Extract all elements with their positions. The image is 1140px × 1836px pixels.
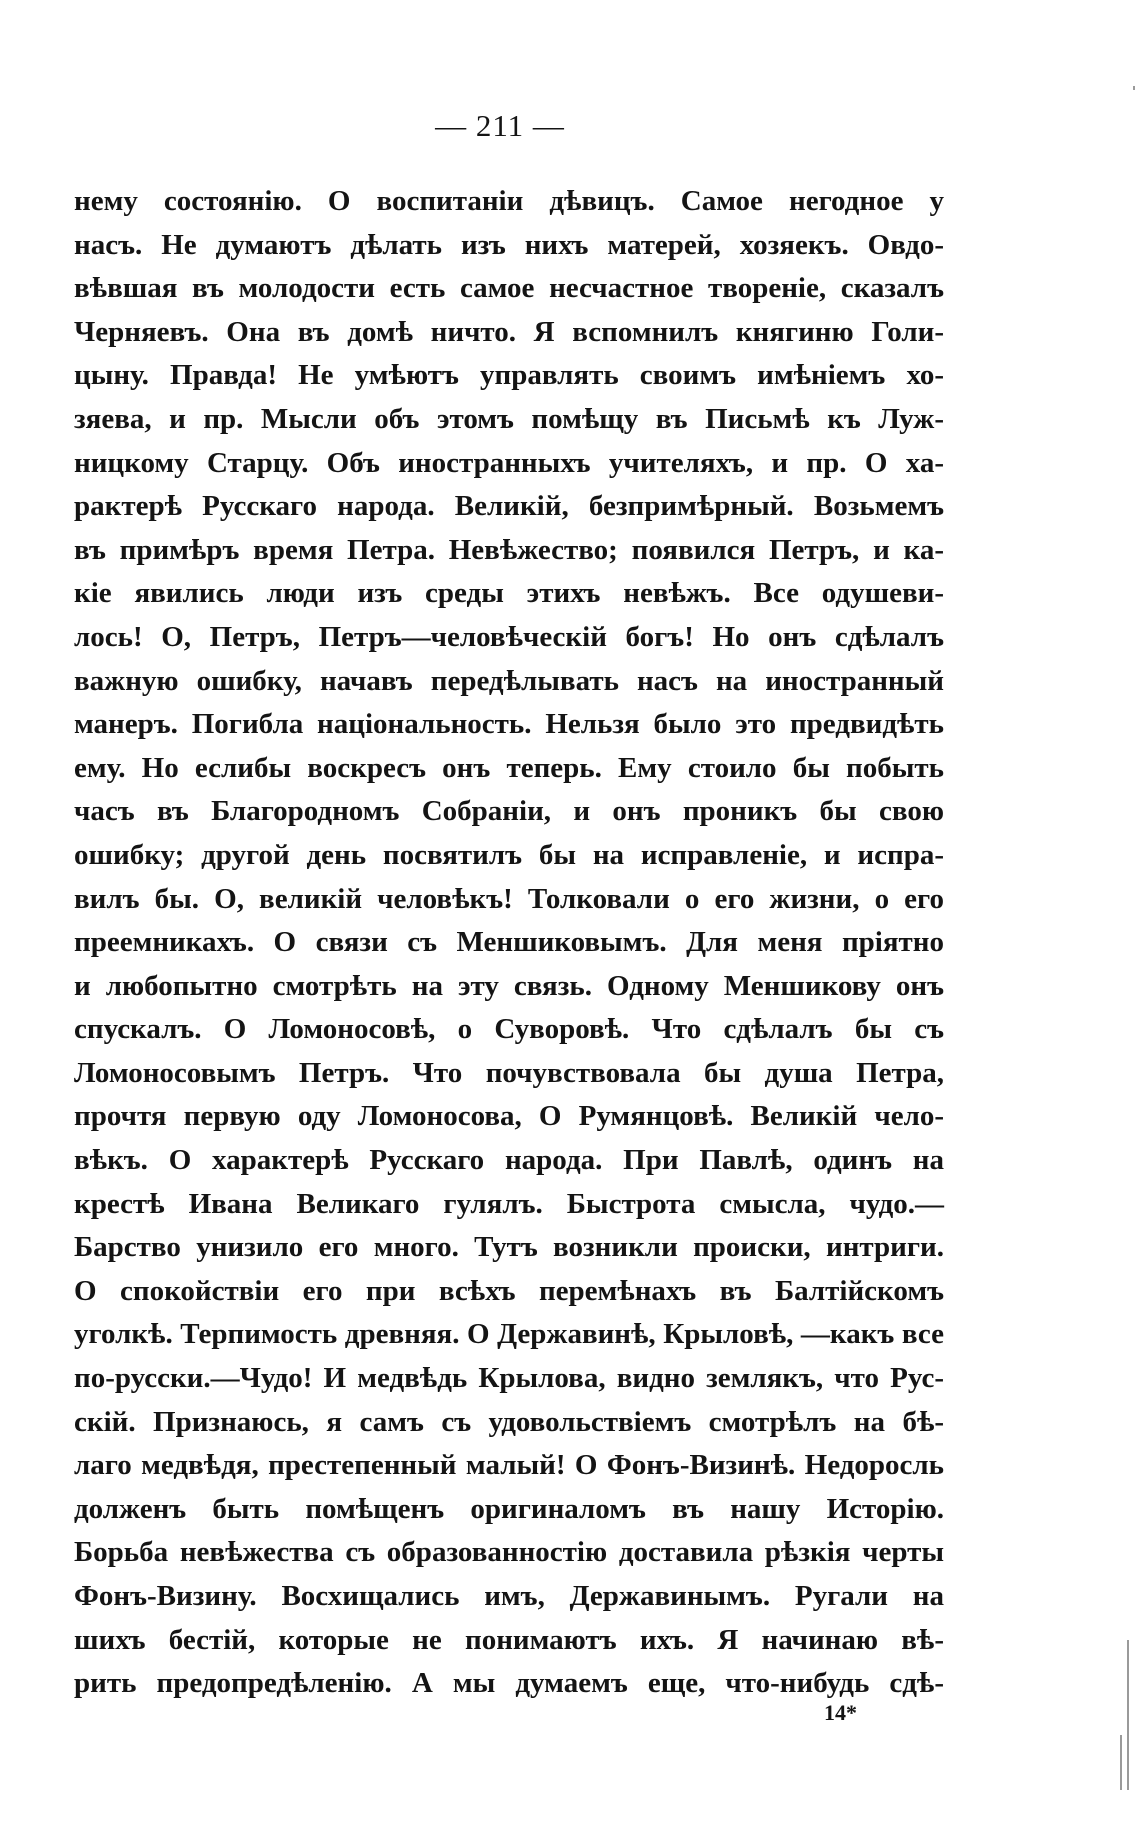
text-line: рить предопредѣленію. А мы думаемъ еще, что-нибудь сдѣ-	[74, 1667, 944, 1700]
text-line: по-русски.—Чудо! И медвѣдь Крылова, видно землякъ, что Рус-	[74, 1362, 944, 1395]
text-line: вѣвшая въ молодости есть самое несчастное твореніе, сказалъ	[74, 272, 944, 305]
text-line: долженъ быть помѣщенъ оригиналомъ въ нашу Исторію.	[74, 1492, 944, 1525]
text-line: преемникахъ. О связи съ Меншиковымъ. Для меня пріятно	[74, 926, 944, 959]
text-line: шихъ бестій, которые не понимаютъ ихъ. Я начинаю вѣ-	[74, 1623, 944, 1656]
text-line: часъ въ Благородномъ Собраніи, и онъ проникъ бы свою	[74, 795, 944, 828]
text-line: цыну. Правда! Не умѣютъ управлять своимъ имѣніемъ хо-	[74, 359, 944, 392]
text-line: Ломоносовымъ Петръ. Что почувствовала бы душа Петра,	[74, 1056, 944, 1089]
page-number: — 211 —	[435, 108, 565, 143]
text-line: ему. Но еслибы воскресъ онъ теперь. Ему стоило бы побыть	[74, 751, 944, 784]
text-line: кіе явились люди изъ среды этихъ невѣжъ. Все одушеви-	[74, 577, 944, 610]
text-line: зяева, и пр. Мысли объ этомъ помѣщу въ Письмѣ къ Луж-	[74, 402, 944, 435]
text-line: насъ. Не думаютъ дѣлать изъ нихъ матерей, хозяекъ. Овдо-	[74, 228, 944, 261]
text-line: вилъ бы. О, великій человѣкъ! Толковали о его жизни, о его	[74, 882, 944, 915]
text-line: ницкому Старцу. Объ иностранныхъ учителяхъ, и пр. О ха-	[74, 446, 944, 479]
signature-mark: 14*	[824, 1700, 857, 1725]
text-line: ошибку; другой день посвятилъ бы на исправленіе, и испра-	[74, 838, 944, 871]
text-line: лаго медвѣдя, престепенный малый! О Фонъ-Визинѣ. Недоросль	[74, 1449, 944, 1482]
body-text	[74, 180, 944, 1706]
text-line: Черняевъ. Она въ домѣ ничто. Я вспомнилъ княгиню Голи-	[74, 315, 944, 348]
text-line: прочтя первую оду Ломоносова, О Румянцовѣ. Великій чело-	[74, 1100, 944, 1133]
scan-edge-mark	[1127, 1640, 1129, 1790]
text-line: манеръ. Погибла національность. Нельзя было это предвидѣть	[74, 708, 944, 741]
text-line: рактерѣ Русскаго народа. Великій, безпримѣрный. Возьмемъ	[74, 490, 944, 523]
text-line: въ примѣръ время Петра. Невѣжество; появился Петръ, и ка-	[74, 533, 944, 566]
text-line: вѣкъ. О характерѣ Русскаго народа. При Павлѣ, одинъ на	[74, 1144, 944, 1177]
text-line: важную ошибку, начавъ передѣлывать насъ на иностранный	[74, 664, 944, 697]
scan-edge-mark	[1120, 1735, 1122, 1790]
text-line: уголкѣ. Терпимость древняя. О Державинѣ, Крыловѣ, —какъ все	[74, 1318, 944, 1351]
text-line: О спокойствіи его при всѣхъ перемѣнахъ въ Балтійскомъ	[74, 1274, 944, 1307]
text-line: нему состоянію. О воспитаніи дѣвицъ. Самое негодное у	[74, 185, 944, 217]
text-line: спускалъ. О Ломоносовѣ, о Суворовѣ. Что сдѣлалъ бы съ	[74, 1013, 944, 1046]
text-line: скій. Признаюсь, я самъ съ удовольствіемъ смотрѣлъ на бѣ-	[74, 1405, 944, 1438]
text-line: крестѣ Ивана Великаго гулялъ. Быстрота смысла, чудо.—	[74, 1187, 944, 1220]
scan-edge-mark	[1133, 86, 1135, 90]
text-line: Фонъ-Визину. Восхищались имъ, Державинымъ. Ругали на	[74, 1580, 944, 1612]
text-line: Барство унизило его много. Тутъ возникли происки, интриги.	[74, 1231, 944, 1264]
text-line: и любопытно смотрѣть на эту связь. Одному Меншикову онъ	[74, 969, 944, 1002]
text-line: лось! О, Петръ, Петръ—человѣческій богъ! Но онъ сдѣлалъ	[74, 620, 944, 653]
text-line: Борьба невѣжества съ образованностію доставила рѣзкія черты	[74, 1536, 944, 1569]
